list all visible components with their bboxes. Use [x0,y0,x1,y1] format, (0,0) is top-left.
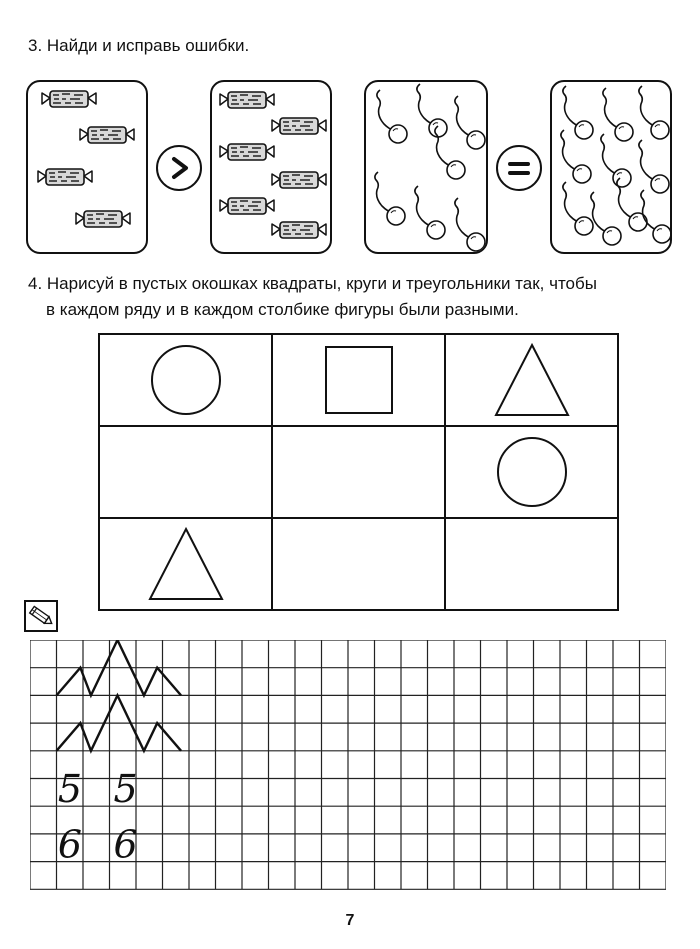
grid-cell[interactable] [99,334,272,426]
cherry-icon [563,86,593,139]
cherry-icon [455,198,485,251]
circle-shape [492,433,572,511]
grid-cell[interactable] [99,518,272,610]
cherry-box-right [550,80,672,254]
cherry-icon [639,86,669,139]
cherry-icon [591,192,621,245]
grid-cell[interactable] [272,518,445,610]
triangle-shape [146,525,226,603]
cherry-icon [603,88,633,141]
cherry-icon [377,90,407,143]
candy-box-left [26,80,148,254]
cherry-icon [455,96,485,149]
pencil-icon [24,600,58,632]
candy-icon [220,144,274,160]
task-3-text: 3. Найди и исправь ошибки. [28,36,250,55]
candy-icon [42,91,96,107]
candy-icon [220,92,274,108]
candy-icon [220,198,274,214]
cherry-box-left [364,80,488,254]
cherry-icon [415,186,445,239]
candy-icon [80,127,134,143]
candy-icon [272,172,326,188]
cherry-icon [375,172,405,225]
practice-digit: 5 [113,767,138,812]
grid-cell[interactable] [272,426,445,518]
circle-shape [146,341,226,419]
page-number: 7 [345,912,355,929]
grid-cell[interactable] [99,426,272,518]
shape-grid [98,333,619,611]
cherry-icon [639,140,669,193]
cherry-icon [601,134,631,187]
practice-digit: 6 [57,822,83,867]
task-4-text-line-2: в каждом ряду и в каждом столбике фигуры были разными. [46,300,519,319]
practice-digit: 6 [113,822,138,867]
grid-cell[interactable] [445,518,618,610]
practice-digit: 5 [57,767,83,812]
candy-icon [38,169,92,185]
triangle-shape [492,341,572,419]
candy-icon [272,222,326,238]
candy-icon [272,118,326,134]
square-shape [319,341,399,419]
grid-cell[interactable] [445,426,618,518]
candy-icon [76,211,130,227]
comparison-greater-sign [156,145,202,191]
grid-cell[interactable] [445,334,618,426]
comparison-equal-sign [496,145,542,191]
candy-box-right [210,80,332,254]
task-4-text-line-1: 4. Нарисуй в пустых окошках квадраты, круги и треугольники так, чтобы [28,274,597,293]
cherry-icon [563,182,593,235]
writing-grid [30,640,666,890]
grid-cell[interactable] [272,334,445,426]
cherry-icon [417,84,447,137]
